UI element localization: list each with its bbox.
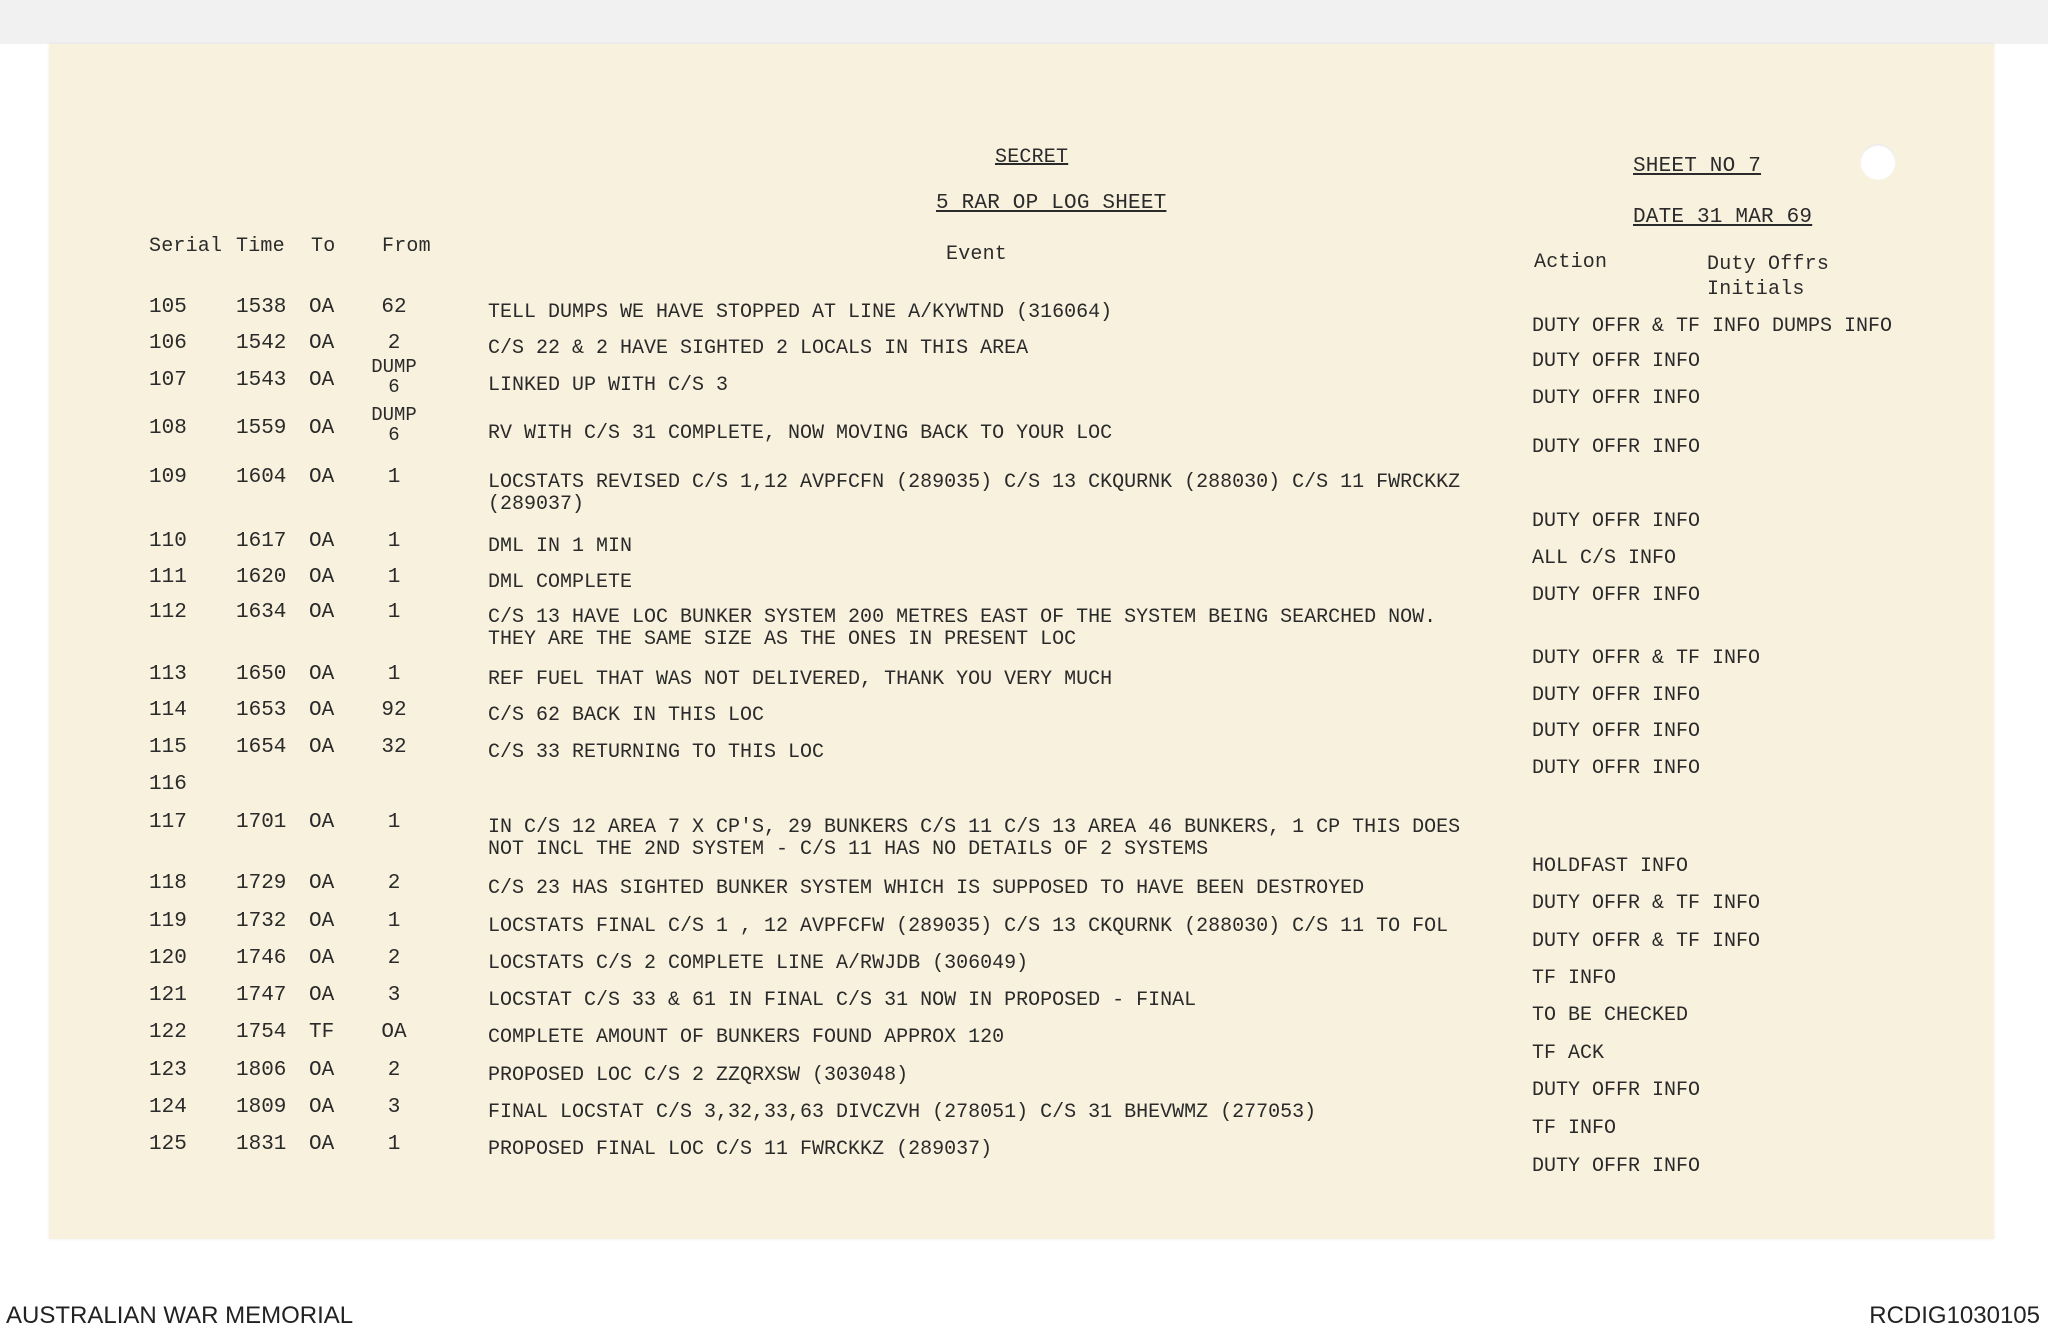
entry-event-text: LOCSTATS FINAL C/S 1 , 12 AVPFCFW (289035) C/S 13 CKQURNK (288030) C/S 11 TO FOL xyxy=(488,915,1449,938)
entry-action: DUTY OFFR & TF INFO xyxy=(1532,930,1761,953)
entry-action: DUTY OFFR INFO xyxy=(1532,584,1701,607)
entry-to: OA xyxy=(309,566,335,589)
entry-action: DUTY OFFR INFO xyxy=(1532,720,1701,743)
serial-number: 119 xyxy=(149,910,187,933)
entry-from: 2 xyxy=(387,947,401,970)
entry-event-text: COMPLETE AMOUNT OF BUNKERS FOUND APPROX 120 xyxy=(488,1026,1005,1049)
entry-time: 1538 xyxy=(236,296,287,319)
entry-from: 1 xyxy=(387,811,401,834)
column-header-time: Time xyxy=(236,235,285,258)
punch-hole xyxy=(1860,144,1896,180)
entry-event-text: IN C/S 12 AREA 7 X CP'S, 29 BUNKERS C/S 11 C/S 13 AREA 46 BUNKERS, 1 CP THIS DOES xyxy=(488,816,1461,839)
entry-action: TF ACK xyxy=(1532,1042,1605,1065)
entry-action: DUTY OFFR & TF INFO DUMPS INFO xyxy=(1532,315,1893,338)
entry-action: DUTY OFFR INFO xyxy=(1532,757,1701,780)
entry-to: OA xyxy=(309,736,335,759)
entry-action: DUTY OFFR INFO xyxy=(1532,684,1701,707)
entry-to: OA xyxy=(309,332,335,355)
entry-event-text: PROPOSED FINAL LOC C/S 11 FWRCKKZ (289037) xyxy=(488,1138,993,1161)
entry-from: 3 xyxy=(387,1096,401,1119)
entry-to: OA xyxy=(309,296,335,319)
archive-reference: RCDIG1030105 xyxy=(1869,1302,2040,1329)
entry-event-text: C/S 22 & 2 HAVE SIGHTED 2 LOCALS IN THIS AREA xyxy=(488,337,1029,360)
entry-to: OA xyxy=(309,601,335,624)
entry-event-text: DML IN 1 MIN xyxy=(488,535,633,558)
entry-event-text: DML COMPLETE xyxy=(488,571,633,594)
serial-number: 120 xyxy=(149,947,187,970)
entry-from: 92 xyxy=(381,699,407,722)
entry-event-text: NOT INCL THE 2ND SYSTEM - C/S 11 HAS NO DETAILS OF 2 SYSTEMS xyxy=(488,838,1209,861)
serial-number: 112 xyxy=(149,601,187,624)
entry-event-text: C/S 23 HAS SIGHTED BUNKER SYSTEM WHICH IS SUPPOSED TO HAVE BEEN DESTROYED xyxy=(488,877,1365,900)
entry-from: 1 xyxy=(387,530,401,553)
archive-credit: AUSTRALIAN WAR MEMORIAL xyxy=(6,1302,354,1329)
sheet-date: DATE 31 MAR 69 xyxy=(1633,206,1813,229)
entry-time: 1617 xyxy=(236,530,287,553)
entry-to: OA xyxy=(309,369,335,392)
serial-number: 115 xyxy=(149,736,187,759)
entry-time: 1747 xyxy=(236,984,287,1007)
entry-event-text: TELL DUMPS WE HAVE STOPPED AT LINE A/KYWTND (316064) xyxy=(488,301,1113,324)
entry-event-text: LOCSTATS C/S 2 COMPLETE LINE A/RWJDB (306049) xyxy=(488,952,1029,975)
entry-to: OA xyxy=(309,466,335,489)
entry-from: 2 xyxy=(387,332,401,355)
entry-time: 1831 xyxy=(236,1133,287,1156)
entry-from: 1 xyxy=(387,663,401,686)
entry-action: DUTY OFFR INFO xyxy=(1532,1155,1701,1178)
entry-from: DUMP 6 xyxy=(371,356,417,398)
entry-action: TF INFO xyxy=(1532,1117,1617,1140)
classification-marking: SECRET xyxy=(995,146,1069,169)
entry-event-text: LINKED UP WITH C/S 3 xyxy=(488,374,729,397)
entry-action: HOLDFAST INFO xyxy=(1532,855,1689,878)
column-header-action: Action xyxy=(1534,251,1608,274)
serial-number: 118 xyxy=(149,872,187,895)
serial-number: 114 xyxy=(149,699,187,722)
entry-action: TF INFO xyxy=(1532,967,1617,990)
entry-to: OA xyxy=(309,1059,335,1082)
entry-time: 1650 xyxy=(236,663,287,686)
serial-number: 124 xyxy=(149,1096,187,1119)
serial-number: 110 xyxy=(149,530,187,553)
entry-to: OA xyxy=(309,1096,335,1119)
entry-action: TO BE CHECKED xyxy=(1532,1004,1689,1027)
entry-action: DUTY OFFR INFO xyxy=(1532,436,1701,459)
entry-time: 1732 xyxy=(236,910,287,933)
entry-to: OA xyxy=(309,1133,335,1156)
column-header-duty-offrs: Duty Offrs xyxy=(1707,253,1830,276)
column-header-to: To xyxy=(311,235,336,258)
entry-action: DUTY OFFR INFO xyxy=(1532,510,1701,533)
entry-to: OA xyxy=(309,947,335,970)
entry-time: 1543 xyxy=(236,369,287,392)
entry-action: DUTY OFFR INFO xyxy=(1532,1079,1701,1102)
page-title: 5 RAR OP LOG SHEET xyxy=(936,192,1167,215)
serial-number: 111 xyxy=(149,566,187,589)
entry-time: 1809 xyxy=(236,1096,287,1119)
entry-event-text: REF FUEL THAT WAS NOT DELIVERED, THANK YOU VERY MUCH xyxy=(488,668,1113,691)
serial-number: 121 xyxy=(149,984,187,1007)
serial-number: 116 xyxy=(149,773,187,796)
entry-to: OA xyxy=(309,699,335,722)
entry-time: 1653 xyxy=(236,699,287,722)
entry-time: 1654 xyxy=(236,736,287,759)
entry-to: OA xyxy=(309,811,335,834)
entry-time: 1754 xyxy=(236,1021,287,1044)
entry-from: 1 xyxy=(387,466,401,489)
column-header-event: Event xyxy=(946,243,1008,266)
serial-number: 108 xyxy=(149,417,187,440)
entry-time: 1729 xyxy=(236,872,287,895)
entry-action: ALL C/S INFO xyxy=(1532,547,1677,570)
entry-event-text: C/S 13 HAVE LOC BUNKER SYSTEM 200 METRES EAST OF THE SYSTEM BEING SEARCHED NOW. xyxy=(488,606,1437,629)
entry-from: 1 xyxy=(387,910,401,933)
entry-time: 1620 xyxy=(236,566,287,589)
column-header-initials: Initials xyxy=(1707,278,1805,301)
entry-from: 32 xyxy=(381,736,407,759)
entry-to: OA xyxy=(309,530,335,553)
entry-event-text: C/S 62 BACK IN THIS LOC xyxy=(488,704,765,727)
serial-number: 109 xyxy=(149,466,187,489)
serial-number: 107 xyxy=(149,369,187,392)
scan-background xyxy=(0,0,2048,44)
column-header-from: From xyxy=(382,235,431,258)
serial-number: 117 xyxy=(149,811,187,834)
entry-time: 1559 xyxy=(236,417,287,440)
entry-event-text: THEY ARE THE SAME SIZE AS THE ONES IN PRESENT LOC xyxy=(488,628,1077,651)
entry-to: OA xyxy=(309,417,335,440)
entry-from: 3 xyxy=(387,984,401,1007)
entry-event-text: C/S 33 RETURNING TO THIS LOC xyxy=(488,741,825,764)
entry-event-text: (289037) xyxy=(488,493,585,516)
entry-from: DUMP 6 xyxy=(371,404,417,446)
serial-number: 123 xyxy=(149,1059,187,1082)
entry-from: 62 xyxy=(381,296,407,319)
entry-to: OA xyxy=(309,872,335,895)
entry-time: 1604 xyxy=(236,466,287,489)
column-header-serial: Serial xyxy=(149,235,223,258)
entry-from: 2 xyxy=(387,1059,401,1082)
entry-from: 2 xyxy=(387,872,401,895)
entry-event-text: RV WITH C/S 31 COMPLETE, NOW MOVING BACK TO YOUR LOC xyxy=(488,422,1113,445)
sheet-number: SHEET NO 7 xyxy=(1633,155,1762,178)
entry-time: 1701 xyxy=(236,811,287,834)
entry-from: 1 xyxy=(387,601,401,624)
entry-time: 1542 xyxy=(236,332,287,355)
entry-event-text: LOCSTATS REVISED C/S 1,12 AVPFCFN (289035) C/S 13 CKQURNK (288030) C/S 11 FWRCKKZ xyxy=(488,471,1461,494)
serial-number: 125 xyxy=(149,1133,187,1156)
serial-number: 122 xyxy=(149,1021,187,1044)
entry-from: 1 xyxy=(387,1133,401,1156)
entry-time: 1634 xyxy=(236,601,287,624)
entry-to: TF xyxy=(309,1021,335,1044)
entry-event-text: FINAL LOCSTAT C/S 3,32,33,63 DIVCZVH (278051) C/S 31 BHEVWMZ (277053) xyxy=(488,1101,1317,1124)
entry-action: DUTY OFFR & TF INFO xyxy=(1532,892,1761,915)
entry-from: 1 xyxy=(387,566,401,589)
entry-action: DUTY OFFR & TF INFO xyxy=(1532,647,1761,670)
entry-action: DUTY OFFR INFO xyxy=(1532,387,1701,410)
entry-event-text: LOCSTAT C/S 33 & 61 IN FINAL C/S 31 NOW IN PROPOSED - FINAL xyxy=(488,989,1197,1012)
serial-number: 105 xyxy=(149,296,187,319)
entry-time: 1806 xyxy=(236,1059,287,1082)
entry-to: OA xyxy=(309,984,335,1007)
entry-time: 1746 xyxy=(236,947,287,970)
serial-number: 106 xyxy=(149,332,187,355)
entry-event-text: PROPOSED LOC C/S 2 ZZQRXSW (303048) xyxy=(488,1064,909,1087)
entry-action: DUTY OFFR INFO xyxy=(1532,350,1701,373)
entry-from: OA xyxy=(381,1021,407,1044)
entry-to: OA xyxy=(309,910,335,933)
serial-number: 113 xyxy=(149,663,187,686)
entry-to: OA xyxy=(309,663,335,686)
